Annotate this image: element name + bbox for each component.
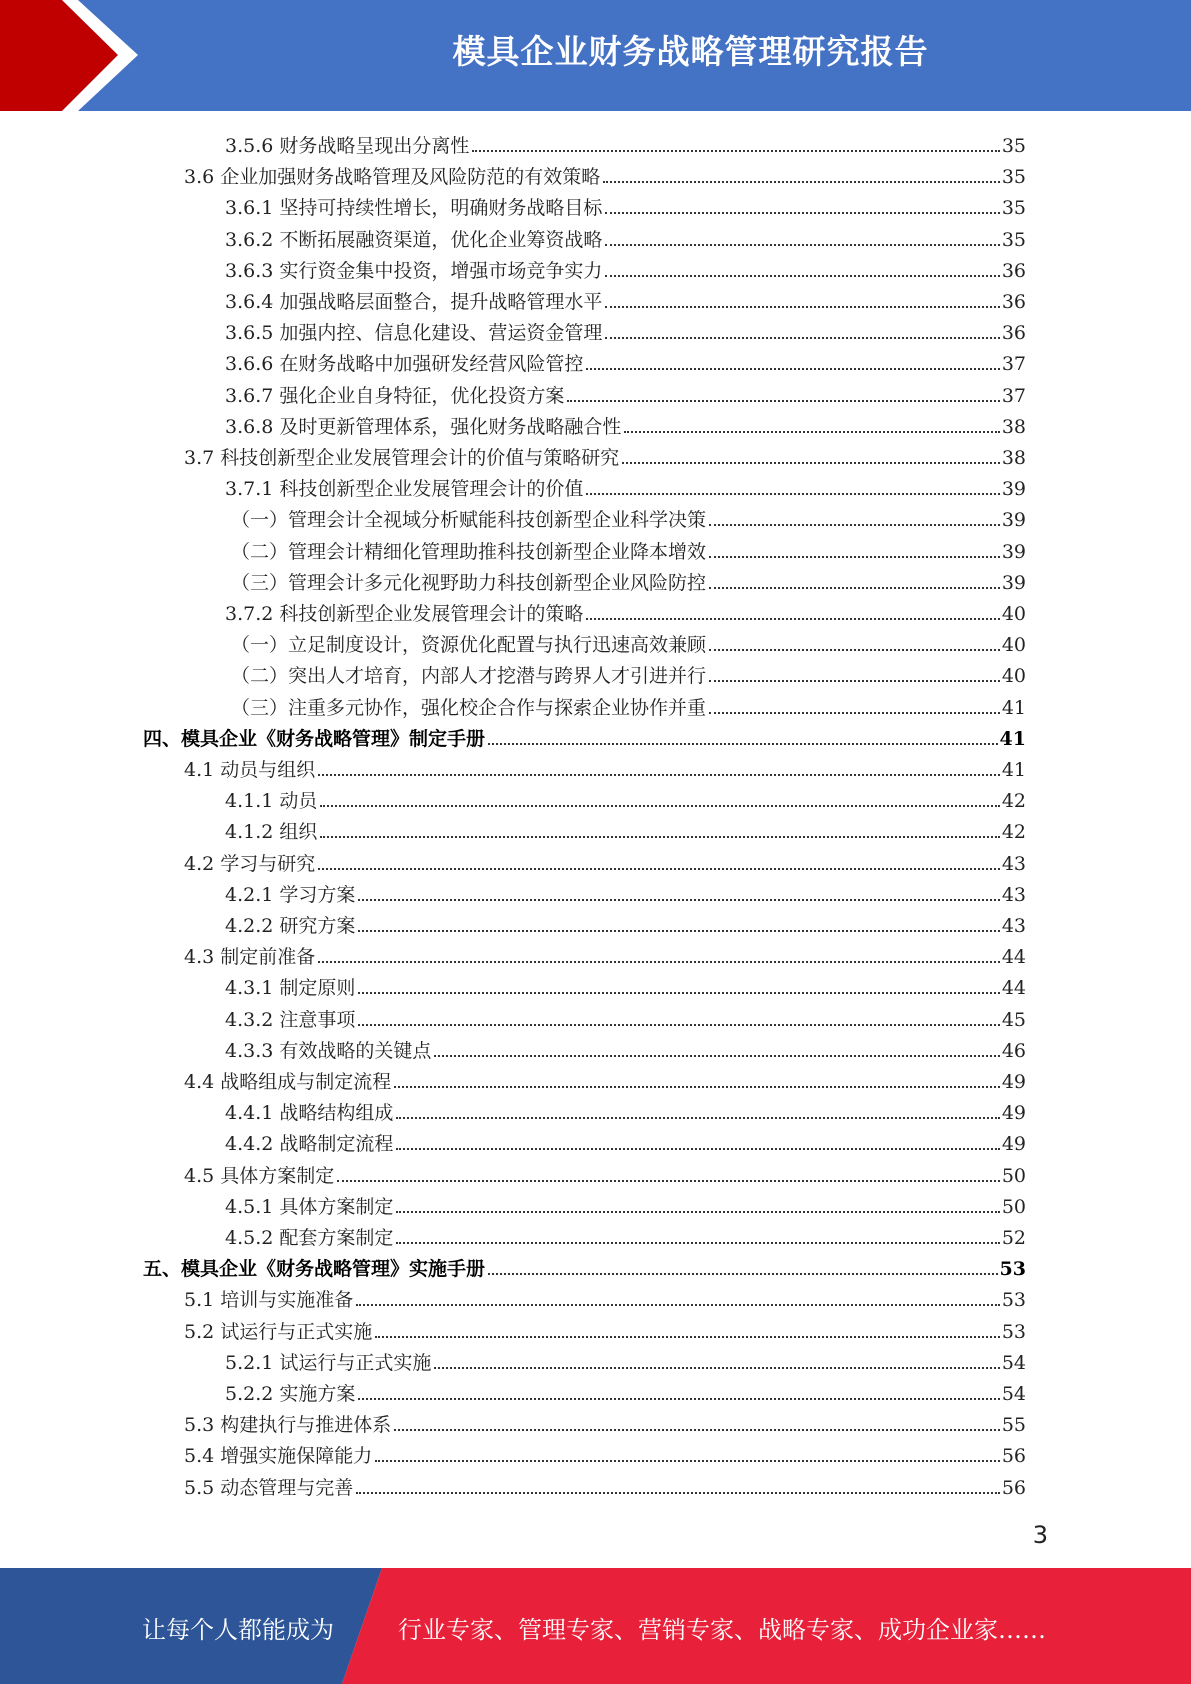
- toc-entry-page: 49: [1001, 1133, 1026, 1156]
- toc-entry[interactable]: [0, 720, 1026, 751]
- toc-leader-dots: [434, 1055, 999, 1057]
- toc-entry-label: 3.6.3 实行资金集中投资，增强市场竞争实力: [225, 259, 603, 282]
- toc-entry[interactable]: [0, 595, 1026, 626]
- header-arrow-decoration: [0, 0, 160, 111]
- toc-entry-page: 36: [1001, 322, 1026, 345]
- toc-entry[interactable]: [0, 876, 1026, 907]
- toc-leader-dots: [709, 524, 1000, 526]
- toc-entry-label: 4.5.1 具体方案制定: [225, 1195, 394, 1218]
- toc-entry[interactable]: [0, 189, 1026, 220]
- toc-entry[interactable]: [0, 1001, 1026, 1032]
- toc-entry-page: 40: [1001, 603, 1026, 625]
- toc-entry[interactable]: [0, 439, 1026, 470]
- toc-entry[interactable]: [0, 314, 1026, 345]
- toc-entry[interactable]: [0, 1281, 1026, 1312]
- toc-entry-page: 53: [1001, 1289, 1026, 1312]
- toc-entry-label: （二）突出人才培育，内部人才挖潜与跨界人才引进并行: [231, 665, 707, 688]
- toc-entry-label: 3.7.1 科技创新型企业发展管理会计的价值: [225, 478, 584, 501]
- toc-entry[interactable]: [0, 1157, 1026, 1188]
- toc-leader-dots: [709, 649, 1000, 651]
- toc-entry-label: 4.1 动员与组织: [184, 759, 316, 781]
- toc-entry-label: 3.6.1 坚持可持续性增长，明确财务战略目标: [225, 197, 603, 220]
- toc-leader-dots: [337, 1180, 1000, 1182]
- toc-entry-page: 41: [999, 727, 1026, 750]
- toc-entry-label: 4.4 战略组成与制定流程: [184, 1071, 392, 1093]
- toc-entry-page: 41: [1001, 759, 1026, 781]
- toc-leader-dots: [358, 1024, 999, 1026]
- toc-leader-dots: [375, 1460, 1000, 1462]
- toc-entry[interactable]: [0, 1313, 1026, 1344]
- toc-entry[interactable]: [0, 470, 1026, 501]
- toc-entry-label: 3.6.6 在财务战略中加强研发经营风险管控: [225, 353, 584, 376]
- toc-entry-page: 49: [1001, 1071, 1026, 1093]
- toc-entry-page: 37: [1001, 353, 1026, 376]
- toc-entry-label: 3.7.2 科技创新型企业发展管理会计的策略: [225, 603, 584, 625]
- toc-leader-dots: [358, 930, 999, 932]
- toc-entry[interactable]: [0, 377, 1026, 408]
- toc-entry-label: 3.6.4 加强战略层面整合，提升战略管理水平: [225, 291, 603, 313]
- toc-entry-label: 4.2 学习与研究: [184, 852, 316, 875]
- toc-entry-label: 4.5.2 配套方案制定: [225, 1227, 394, 1249]
- toc-entry-label: 4.5 具体方案制定: [184, 1164, 335, 1187]
- toc-entry-label: 3.6.5 加强内控、信息化建设、营运资金管理: [225, 322, 603, 345]
- toc-leader-dots: [396, 1211, 999, 1213]
- toc-entry-label: 5.4 增强实施保障能力: [184, 1445, 373, 1468]
- toc-entry-page: 35: [1001, 166, 1026, 189]
- page-number: 3: [1032, 1521, 1048, 1549]
- toc-entry[interactable]: [0, 1219, 1026, 1250]
- toc-entry-page: 42: [1001, 790, 1026, 813]
- toc-entry-label: （二）管理会计精细化管理助推科技创新型企业降本增效: [231, 540, 707, 563]
- toc-entry-page: 38: [1001, 447, 1026, 469]
- toc-leader-dots: [356, 1304, 1000, 1306]
- toc-entry[interactable]: [0, 283, 1026, 314]
- toc-entry-label: 五、模具企业《财务战略管理》实施手册: [143, 1258, 486, 1281]
- toc-leader-dots: [358, 1398, 999, 1400]
- toc-entry-label: （三）注重多元协作，强化校企合作与探索企业协作并重: [231, 696, 707, 719]
- toc-entry-label: （三）管理会计多元化视野助力科技创新型企业风险防控: [231, 571, 707, 594]
- toc-leader-dots: [586, 368, 999, 370]
- toc-entry-label: 3.7 科技创新型企业发展管理会计的价值与策略研究: [184, 447, 620, 469]
- toc-leader-dots: [709, 680, 1000, 682]
- toc-entry-page: 43: [1001, 915, 1026, 937]
- toc-entry-page: 40: [1001, 665, 1026, 688]
- toc-leader-dots: [488, 1273, 998, 1275]
- toc-entry[interactable]: [0, 1250, 1026, 1281]
- toc-leader-dots: [709, 712, 1000, 714]
- toc-leader-dots: [375, 1336, 1000, 1338]
- toc-leader-dots: [358, 992, 999, 994]
- toc-entry-label: 4.4.2 战略制定流程: [225, 1133, 394, 1156]
- toc-leader-dots: [605, 244, 999, 246]
- toc-leader-dots: [358, 899, 999, 901]
- toc-entry[interactable]: [0, 969, 1026, 1000]
- toc-entry-page: 52: [1001, 1227, 1026, 1249]
- toc-entry-label: 四、模具企业《财务战略管理》制定手册: [143, 727, 486, 750]
- toc-entry[interactable]: [0, 1063, 1026, 1094]
- toc-leader-dots: [356, 1492, 1000, 1494]
- toc-entry-page: 39: [1001, 571, 1026, 594]
- toc-entry-page: 43: [1001, 852, 1026, 875]
- toc-entry[interactable]: [0, 1344, 1026, 1375]
- toc-leader-dots: [394, 1429, 1000, 1431]
- toc-entry-label: （一）立足制度设计，资源优化配置与执行迅速高效兼顾: [231, 634, 707, 657]
- toc-entry-page: 35: [1001, 135, 1026, 157]
- toc-entry-label: 4.3.2 注意事项: [225, 1008, 356, 1031]
- toc-entry-page: 45: [1001, 1008, 1026, 1031]
- toc-entry-page: 40: [1001, 634, 1026, 657]
- toc-entry[interactable]: [0, 1188, 1026, 1219]
- toc-entry[interactable]: [0, 626, 1026, 657]
- toc-entry[interactable]: [0, 252, 1026, 283]
- toc-entry[interactable]: [0, 408, 1026, 439]
- toc-leader-dots: [320, 805, 999, 807]
- toc-entry-label: 3.6.2 不断拓展融资渠道，优化企业筹资战略: [225, 228, 603, 251]
- toc-leader-dots: [624, 431, 999, 433]
- toc-leader-dots: [434, 1367, 999, 1369]
- toc-entry-page: 50: [1001, 1164, 1026, 1187]
- toc-entry[interactable]: [0, 782, 1026, 813]
- toc-entry-page: 44: [1001, 946, 1026, 969]
- toc-leader-dots: [318, 961, 1000, 963]
- toc-entry[interactable]: [0, 751, 1026, 782]
- toc-leader-dots: [709, 556, 1000, 558]
- document-title: 模具企业财务战略管理研究报告: [452, 32, 929, 71]
- toc-entry-label: 4.1.2 组织: [225, 821, 318, 844]
- toc-entry-label: 4.3.3 有效战略的关键点: [225, 1039, 432, 1062]
- toc-leader-dots: [320, 836, 999, 838]
- toc-entry-label: 3.6.8 及时更新管理体系，强化财务战略融合性: [225, 415, 622, 438]
- toc-leader-dots: [709, 587, 1000, 589]
- toc-leader-dots: [605, 306, 999, 308]
- toc-entry[interactable]: [0, 1094, 1026, 1125]
- toc-entry-label: 5.2.2 实施方案: [225, 1383, 356, 1405]
- toc-entry-label: 5.3 构建执行与推进体系: [184, 1414, 392, 1437]
- toc-entry-page: 46: [1001, 1039, 1026, 1062]
- toc-entry-label: 4.3 制定前准备: [184, 946, 316, 969]
- toc-entry[interactable]: [0, 657, 1026, 688]
- toc-leader-dots: [396, 1242, 999, 1244]
- toc-leader-dots: [567, 400, 999, 402]
- toc-entry[interactable]: [0, 533, 1026, 564]
- toc-entry-label: 5.2 试运行与正式实施: [184, 1320, 373, 1343]
- footer-slogan-left: 让每个人都能成为: [142, 1616, 334, 1644]
- toc-leader-dots: [394, 1086, 1000, 1088]
- toc-entry[interactable]: [0, 907, 1026, 938]
- toc-entry-page: 42: [1001, 821, 1026, 844]
- toc-entry[interactable]: [0, 1437, 1026, 1468]
- toc-leader-dots: [622, 462, 1000, 464]
- toc-entry-page: 49: [1001, 1102, 1026, 1125]
- toc-entry[interactable]: [0, 689, 1026, 720]
- toc-entry-label: 5.1 培训与实施准备: [184, 1289, 354, 1312]
- toc-entry-label: 4.2.1 学习方案: [225, 883, 356, 906]
- toc-entry-label: （一）管理会计全视域分析赋能科技创新型企业科学决策: [231, 509, 707, 532]
- toc-entry-page: 39: [1001, 540, 1026, 563]
- toc-entry-page: 53: [999, 1258, 1026, 1281]
- toc-entry-page: 38: [1001, 415, 1026, 438]
- page-footer: [0, 1568, 1191, 1684]
- toc-entry-page: 56: [1001, 1476, 1026, 1499]
- toc-entry[interactable]: [0, 501, 1026, 532]
- toc-entry-page: 36: [1001, 259, 1026, 282]
- toc-entry[interactable]: [0, 813, 1026, 844]
- toc-entry[interactable]: [0, 845, 1026, 876]
- toc-entry-page: 36: [1001, 291, 1026, 313]
- toc-entry-page: 35: [1001, 197, 1026, 220]
- toc-entry-page: 39: [1001, 509, 1026, 532]
- page-header: [0, 0, 1191, 111]
- toc-leader-dots: [586, 493, 999, 495]
- toc-entry-label: 4.1.1 动员: [225, 790, 318, 813]
- toc-entry-page: 50: [1001, 1195, 1026, 1218]
- toc-entry-label: 3.5.6 财务战略呈现出分离性: [225, 135, 470, 157]
- toc-entry-page: 54: [1001, 1351, 1026, 1374]
- toc-leader-dots: [605, 337, 999, 339]
- toc-entry-page: 35: [1001, 228, 1026, 251]
- toc-leader-dots: [318, 774, 1000, 776]
- toc-entry[interactable]: [0, 221, 1026, 252]
- toc-entry-label: 4.4.1 战略结构组成: [225, 1102, 394, 1125]
- toc-entry-page: 44: [1001, 977, 1026, 1000]
- toc-leader-dots: [605, 275, 999, 277]
- toc-entry-page: 54: [1001, 1383, 1026, 1405]
- toc-entry-label: 4.3.1 制定原则: [225, 977, 356, 1000]
- toc-entry-label: 3.6 企业加强财务战略管理及风险防范的有效策略: [184, 166, 601, 189]
- toc-entry[interactable]: [0, 1125, 1026, 1156]
- toc-entry[interactable]: [0, 1375, 1026, 1406]
- toc-leader-dots: [472, 150, 999, 152]
- toc-entry[interactable]: [0, 127, 1026, 158]
- toc-entry-label: 4.2.2 研究方案: [225, 915, 356, 937]
- toc-entry-page: 55: [1001, 1414, 1026, 1437]
- toc-entry[interactable]: [0, 564, 1026, 595]
- toc-leader-dots: [603, 181, 1000, 183]
- toc-entry[interactable]: [0, 1469, 1026, 1500]
- toc-entry[interactable]: [0, 1032, 1026, 1063]
- toc-entry-page: 56: [1001, 1445, 1026, 1468]
- toc-leader-dots: [396, 1117, 999, 1119]
- toc-entry-label: 5.5 动态管理与完善: [184, 1476, 354, 1499]
- toc-entry-label: 3.6.7 强化企业自身特征，优化投资方案: [225, 384, 565, 407]
- toc-entry[interactable]: [0, 345, 1026, 376]
- toc-entry-page: 53: [1001, 1320, 1026, 1343]
- toc-entry-page: 41: [1001, 696, 1026, 719]
- toc-entry-page: 43: [1001, 883, 1026, 906]
- toc-leader-dots: [396, 1148, 999, 1150]
- toc-entry[interactable]: [0, 938, 1026, 969]
- toc-entry[interactable]: [0, 158, 1026, 189]
- toc-entry-label: 5.2.1 试运行与正式实施: [225, 1351, 432, 1374]
- toc-entry-page: 39: [1001, 478, 1026, 501]
- toc-leader-dots: [586, 618, 999, 620]
- toc-leader-dots: [605, 212, 999, 214]
- toc-leader-dots: [318, 868, 1000, 870]
- toc-entry-page: 37: [1001, 384, 1026, 407]
- toc-entry[interactable]: [0, 1406, 1026, 1437]
- footer-slogan-right: 行业专家、管理专家、营销专家、战略专家、成功企业家……: [398, 1616, 1046, 1644]
- toc-leader-dots: [488, 743, 998, 745]
